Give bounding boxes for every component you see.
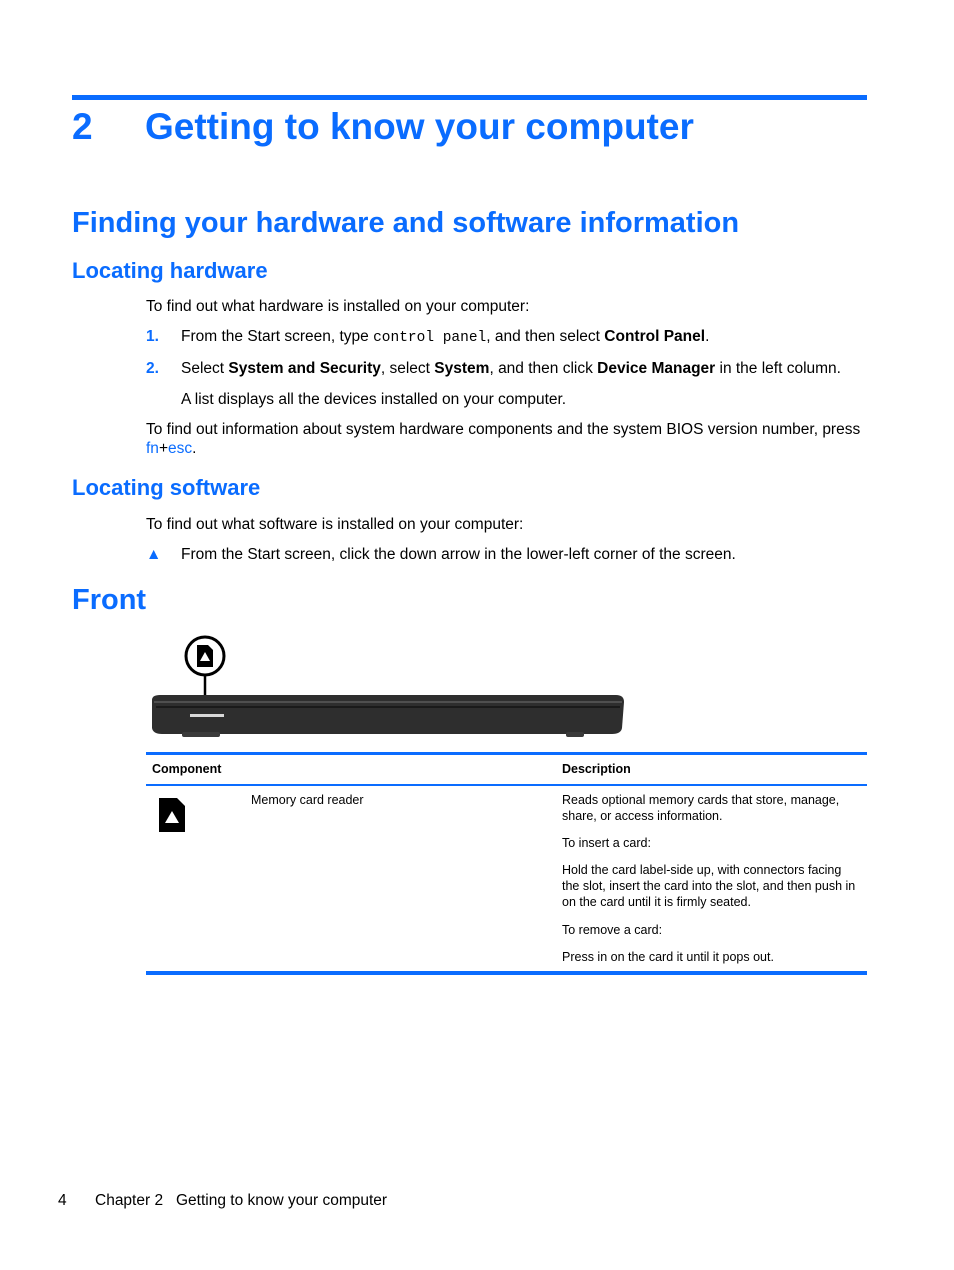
table-top-rule	[146, 752, 867, 755]
chapter-title	[72, 106, 694, 148]
bold-text: Device Manager	[597, 360, 716, 377]
step-text: , and then click	[489, 360, 598, 377]
period: .	[192, 440, 197, 457]
hardware-step-2-note: A list displays all the devices installed on your computer.	[181, 391, 567, 408]
page-number: 4	[58, 1192, 67, 1209]
software-intro: To find out what software is installed on your computer:	[146, 516, 524, 533]
description-line-5: Press in on the card it until it pops out.	[562, 950, 774, 964]
description-line-1: Reads optional memory cards that store, manage, share, or access information.	[562, 793, 840, 823]
description-line-2: To insert a card:	[562, 836, 651, 850]
component-name: Memory card reader	[251, 793, 364, 807]
heading-front: Front	[72, 584, 147, 616]
table-bottom-rule	[146, 971, 867, 975]
triangle-bullet-icon: ▲	[146, 546, 162, 563]
description-line-3: Hold the card label-side up, with connectors facing the slot, insert the card into the slot, and then push in on the card until it is firmly seated.	[562, 863, 856, 909]
bold-text: Control Panel	[604, 328, 706, 345]
paragraph-text: To find out information about system hardware components and the system BIOS version number, press	[146, 421, 861, 438]
key-fn: fn	[146, 440, 159, 457]
bold-text: System and Security	[228, 360, 381, 377]
code-text: control panel	[373, 330, 487, 346]
bios-paragraph	[146, 420, 868, 458]
step-text: Select	[181, 360, 229, 377]
table-header-rule	[146, 784, 867, 786]
laptop-front-illustration	[146, 632, 628, 742]
memory-card-icon	[157, 796, 187, 834]
heading-locating-hardware: Locating hardware	[72, 258, 268, 283]
heading-locating-software: Locating software	[72, 475, 261, 500]
step-text: .	[705, 328, 710, 345]
step-text: , and then select	[486, 328, 605, 345]
hardware-intro: To find out what hardware is installed on your computer:	[146, 298, 530, 315]
step-text: , select	[380, 360, 435, 377]
step-text: in the left column.	[715, 360, 841, 377]
section-title: Finding your hardware and software information	[72, 207, 740, 239]
step-number: 1.	[146, 328, 159, 345]
memory-card-slot	[190, 714, 224, 717]
chapter-number: 2	[72, 106, 93, 147]
column-header-description: Description	[562, 762, 631, 776]
key-esc: esc	[168, 440, 193, 457]
plus-sign: +	[158, 440, 168, 457]
step-number: 2.	[146, 360, 159, 377]
step-text: From the Start screen, type	[181, 328, 374, 345]
memory-card-callout-icon	[197, 645, 213, 667]
description-line-4: To remove a card:	[562, 923, 663, 937]
footer-chapter-text: Chapter 2 Getting to know your computer	[95, 1192, 388, 1209]
step-text: From the Start screen, click the down arrow in the lower-left corner of the screen.	[181, 546, 736, 563]
chapter-rule	[72, 95, 867, 100]
column-header-component: Component	[152, 762, 222, 776]
bold-text: System	[434, 360, 490, 377]
chapter-title-text: Getting to know your computer	[145, 106, 694, 147]
